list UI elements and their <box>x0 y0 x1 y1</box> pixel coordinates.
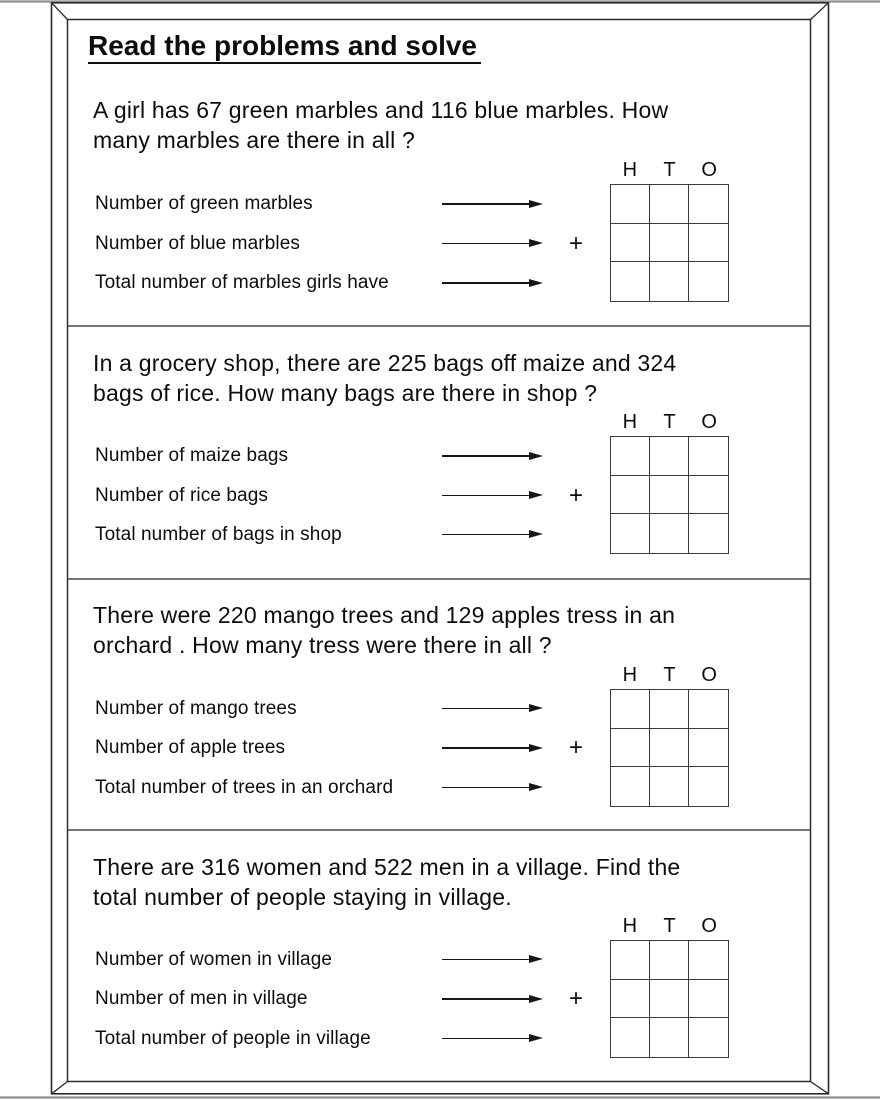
grid-cell[interactable] <box>650 262 689 301</box>
hto-header <box>610 663 729 687</box>
arrow-icon <box>442 239 543 249</box>
column-label-tens: T <box>663 915 676 937</box>
arrow-icon <box>442 955 543 965</box>
answer-grid <box>610 184 729 302</box>
grid-cell[interactable] <box>611 729 650 768</box>
arrow-icon <box>442 743 543 753</box>
problem-text-line: There were 220 mango trees and 129 apples tress in an <box>93 602 676 628</box>
arrow-icon <box>442 278 543 288</box>
answer-grid <box>610 436 729 554</box>
column-label-tens: T <box>663 411 676 433</box>
row-label: Number of mango trees <box>95 697 297 719</box>
arrow-icon <box>442 530 543 540</box>
frame-bevel-bottom-right <box>811 1082 829 1094</box>
grid-cell[interactable] <box>689 514 728 553</box>
grid-cell[interactable] <box>650 941 689 980</box>
hto-header <box>610 914 729 938</box>
column-label-hundreds: H <box>622 159 638 181</box>
grid-cell[interactable] <box>650 729 689 768</box>
row-label: Number of women in village <box>95 948 333 970</box>
grid-cell[interactable] <box>611 476 650 515</box>
grid-cell[interactable] <box>650 690 689 729</box>
hto-header <box>610 410 729 434</box>
grid-cell[interactable] <box>689 476 728 515</box>
arrow-icon <box>442 704 543 714</box>
grid-cell[interactable] <box>611 185 650 224</box>
problem-text-line: orchard . How many tress were there in all ? <box>93 632 552 658</box>
grid-cell[interactable] <box>689 224 728 263</box>
arrow-icon <box>442 199 543 209</box>
column-label-ones: O <box>701 411 717 433</box>
grid-cell[interactable] <box>689 980 728 1019</box>
grid-cell[interactable] <box>650 224 689 263</box>
grid-cell[interactable] <box>650 185 689 224</box>
problem-text <box>93 852 680 912</box>
row-label: Total number of bags in shop <box>95 523 342 545</box>
grid-cell[interactable] <box>611 514 650 553</box>
column-label-tens: T <box>663 159 676 181</box>
grid-cell[interactable] <box>650 514 689 553</box>
grid-cell[interactable] <box>689 767 728 806</box>
column-label-hundreds: H <box>622 411 638 433</box>
plus-sign: + <box>568 734 583 761</box>
row-label: Total number of marbles girls have <box>95 272 389 293</box>
column-label-tens: T <box>663 664 676 686</box>
grid-cell[interactable] <box>650 476 689 515</box>
arrow-icon <box>442 783 543 793</box>
arrow-icon <box>442 994 543 1004</box>
problem-text <box>93 95 668 155</box>
row-label: Number of men in village <box>95 988 308 1009</box>
grid-cell[interactable] <box>689 262 728 301</box>
hto-header <box>610 158 729 182</box>
plus-sign: + <box>568 229 583 257</box>
arrow-icon <box>442 451 543 461</box>
answer-grid <box>610 689 729 807</box>
arrow-icon <box>442 1034 543 1044</box>
problem-text-line: many marbles are there in all ? <box>93 127 415 153</box>
problem-text-line: total number of people staying in village. <box>93 884 512 910</box>
grid-cell[interactable] <box>611 941 650 980</box>
column-label-ones: O <box>701 159 717 181</box>
page-title: Read the problems and solve <box>88 31 481 64</box>
grid-cell[interactable] <box>611 224 650 263</box>
problem-text-line: In a grocery shop, there are 225 bags off maize and 324 <box>93 350 677 376</box>
problem-text-line: A girl has 67 green marbles and 116 blue marbles. How <box>93 97 669 123</box>
problem-text-line: There are 316 women and 522 men in a village. Find the <box>93 854 681 880</box>
row-label: Number of blue marbles <box>95 232 300 254</box>
row-label: Number of rice bags <box>95 484 268 506</box>
frame-bevel-bottom-left <box>52 1082 68 1094</box>
arrow-icon <box>442 491 543 501</box>
grid-cell[interactable] <box>689 185 728 224</box>
grid-cell[interactable] <box>611 1018 650 1057</box>
grid-cell[interactable] <box>650 767 689 806</box>
grid-cell[interactable] <box>650 980 689 1019</box>
answer-grid <box>610 940 729 1058</box>
plus-sign: + <box>568 985 583 1012</box>
column-label-ones: O <box>701 664 717 686</box>
grid-cell[interactable] <box>611 690 650 729</box>
grid-cell[interactable] <box>689 1018 728 1057</box>
row-label: Total number of people in village <box>95 1027 371 1049</box>
grid-cell[interactable] <box>689 437 728 476</box>
problem-text <box>93 348 676 408</box>
grid-cell[interactable] <box>689 729 728 768</box>
row-label: Number of green marbles <box>95 193 313 214</box>
grid-cell[interactable] <box>611 980 650 1019</box>
problem-text-line: bags of rice. How many bags are there in shop ? <box>93 380 598 406</box>
row-label: Total number of trees in an orchard <box>95 776 394 798</box>
frame-bevel-top-right <box>811 3 829 20</box>
grid-cell[interactable] <box>650 1018 689 1057</box>
grid-cell[interactable] <box>611 262 650 301</box>
grid-cell[interactable] <box>689 941 728 980</box>
row-label: Number of apple trees <box>95 737 286 758</box>
row-label: Number of maize bags <box>95 445 289 466</box>
column-label-hundreds: H <box>622 915 638 937</box>
grid-cell[interactable] <box>689 690 728 729</box>
column-label-ones: O <box>701 915 717 937</box>
grid-cell[interactable] <box>611 437 650 476</box>
problem-text <box>93 600 675 660</box>
plus-sign: + <box>568 481 583 509</box>
grid-cell[interactable] <box>650 437 689 476</box>
grid-cell[interactable] <box>611 767 650 806</box>
column-label-hundreds: H <box>622 664 638 686</box>
frame-bevel-top-left <box>52 3 68 20</box>
